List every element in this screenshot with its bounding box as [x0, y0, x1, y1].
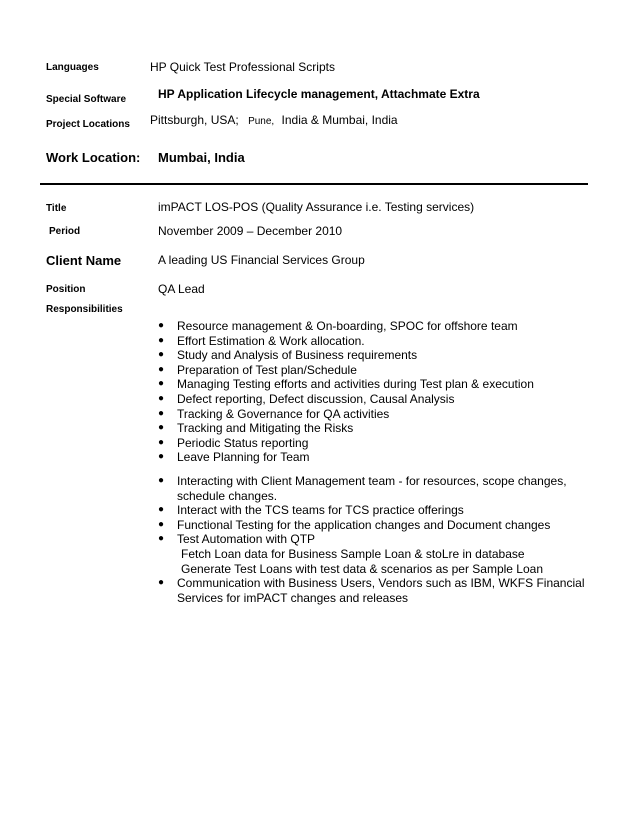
list-item: ● Preparation of Test plan/Schedule	[158, 362, 357, 377]
list-item: ● Interact with the TCS teams for TCS practice offerings	[158, 503, 464, 518]
bullet-icon: ●	[158, 320, 165, 331]
list-item: ● Tracking & Governance for QA activities	[158, 406, 390, 421]
list-item: ● Defect reporting, Defect discussion, Causal Analysis	[158, 391, 455, 406]
bullet-icon: ●	[158, 407, 165, 419]
work-location-value: Mumbai, India	[158, 150, 245, 165]
bullet-icon: ●	[158, 363, 165, 375]
bullet-icon: ●	[158, 378, 165, 390]
list-item: ● Communication with Business Users, Vendors such as IBM, WKFS Financial Services for imPACT changes and releases	[158, 576, 585, 605]
special-software-value: HP Application Lifecycle management, Attachmate Extra	[158, 87, 480, 101]
project-locations-value	[150, 113, 398, 127]
bullet-icon: ●	[158, 422, 165, 434]
sub-item: Generate Test Loans with test data & scenarios as per Sample Loan	[181, 561, 543, 576]
project-locations-part1: Pittsburgh, USA;	[150, 113, 239, 127]
work-location-label: Work Location:	[46, 150, 141, 165]
bullet-icon: ●	[158, 533, 165, 545]
bullet-icon: ●	[158, 577, 165, 589]
period-value: November 2009 – December 2010	[158, 224, 343, 238]
languages-label: Languages	[46, 62, 99, 73]
position-label: Position	[46, 284, 86, 295]
title-label: Title	[46, 203, 67, 214]
list-item: ● Managing Testing efforts and activities during Test plan & execution	[158, 377, 534, 392]
responsibilities-list-1	[158, 319, 588, 465]
list-item: ● Periodic Status reporting	[158, 435, 309, 450]
list-item: ● Interacting with Client Management team - for resources, scope changes, schedule changes.	[158, 474, 567, 503]
bullet-icon: ●	[158, 334, 165, 346]
project-locations-label: Project Locations	[46, 119, 130, 130]
list-item: ● Tracking and Mitigating the Risks	[158, 421, 354, 436]
responsibilities-list-2	[158, 474, 588, 605]
list-item: ● Effort Estimation & Work allocation.	[158, 333, 365, 348]
bullet-icon: ●	[158, 451, 165, 463]
bullet-icon: ●	[158, 349, 165, 361]
responsibilities-label: Responsibilities	[46, 304, 123, 315]
bullet-icon: ●	[158, 475, 165, 486]
list-item: ● Test Automation with QTP Fetch Loan data for Business Sample Loan & stoLre in database Generate Test Loans with test data & scenarios as per Sample Loan	[158, 532, 588, 576]
bullet-icon: ●	[158, 504, 165, 516]
special-software-label: Special Software	[46, 94, 127, 105]
position-value: QA Lead	[158, 282, 205, 296]
bullet-icon: ●	[158, 436, 165, 448]
project-locations-part3: India & Mumbai, India	[281, 113, 398, 127]
bullet-icon: ●	[158, 392, 165, 404]
client-name-value: A leading US Financial Services Group	[158, 253, 365, 267]
period-label: Period	[49, 226, 81, 237]
client-name-label: Client Name	[46, 253, 122, 268]
list-item: ● Study and Analysis of Business requirements	[158, 348, 418, 363]
list-item: ● Resource management & On-boarding, SPOC for offshore team	[158, 319, 518, 333]
list-item: ● Leave Planning for Team	[158, 450, 310, 465]
bullet-icon: ●	[158, 518, 165, 530]
project-locations-part2: Pune,	[248, 116, 275, 127]
title-value: imPACT LOS-POS (Quality Assurance i.e. Testing services)	[158, 200, 475, 214]
section-divider	[40, 183, 588, 185]
sub-item: Fetch Loan data for Business Sample Loan & stoLre in database	[181, 546, 525, 561]
list-item: ● Functional Testing for the application changes and Document changes	[158, 517, 551, 532]
languages-value: HP Quick Test Professional Scripts	[150, 60, 335, 74]
